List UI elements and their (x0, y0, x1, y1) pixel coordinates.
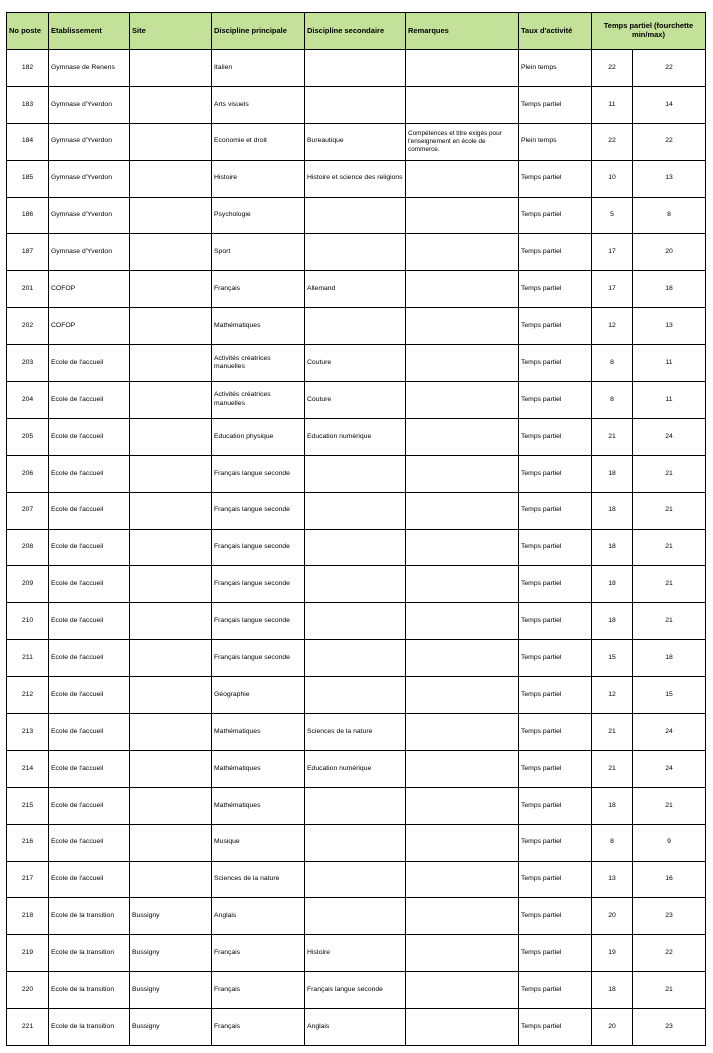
cell-temps-max: 13 (633, 160, 706, 197)
cell-discipline-secondaire (305, 603, 406, 640)
table-row (7, 603, 706, 640)
cell-discipline-principale: Anglais (212, 898, 305, 935)
cell-temps-min: 21 (592, 418, 633, 455)
cell-no-poste: 210 (7, 603, 49, 640)
job-postings-table (6, 12, 706, 1046)
cell-etablissement: Ecole de l'accueil (49, 603, 130, 640)
cell-temps-min: 21 (592, 750, 633, 787)
cell-no-poste: 216 (7, 824, 49, 861)
cell-remarques (406, 640, 519, 677)
cell-remarques (406, 861, 519, 898)
table-row (7, 714, 706, 751)
cell-taux-activite: Temps partiel (519, 566, 592, 603)
cell-remarques (406, 382, 519, 419)
table-row (7, 308, 706, 345)
cell-no-poste: 215 (7, 787, 49, 824)
table-row (7, 418, 706, 455)
header-no-poste: No poste (7, 13, 49, 50)
table-row (7, 455, 706, 492)
cell-etablissement: Ecole de la transition (49, 935, 130, 972)
cell-remarques (406, 566, 519, 603)
table-row (7, 492, 706, 529)
cell-taux-activite: Temps partiel (519, 935, 592, 972)
cell-temps-min: 10 (592, 160, 633, 197)
cell-taux-activite: Temps partiel (519, 308, 592, 345)
cell-discipline-principale: Français langue seconde (212, 529, 305, 566)
cell-temps-max: 22 (633, 123, 706, 160)
cell-temps-min: 18 (592, 492, 633, 529)
cell-discipline-secondaire: Sciences de la nature (305, 714, 406, 751)
cell-taux-activite: Temps partiel (519, 160, 592, 197)
cell-temps-min: 15 (592, 640, 633, 677)
cell-etablissement: Ecole de l'accueil (49, 345, 130, 382)
cell-no-poste: 205 (7, 418, 49, 455)
cell-taux-activite: Temps partiel (519, 271, 592, 308)
header-site: Site (130, 13, 212, 50)
cell-temps-min: 8 (592, 824, 633, 861)
cell-no-poste: 220 (7, 972, 49, 1009)
cell-taux-activite: Plein temps (519, 50, 592, 87)
cell-etablissement: Ecole de l'accueil (49, 492, 130, 529)
table-body (7, 50, 706, 1046)
cell-no-poste: 202 (7, 308, 49, 345)
cell-discipline-secondaire (305, 86, 406, 123)
cell-discipline-secondaire: Couture (305, 345, 406, 382)
cell-discipline-principale: Arts visuels (212, 86, 305, 123)
cell-taux-activite: Temps partiel (519, 750, 592, 787)
table-row (7, 640, 706, 677)
cell-discipline-principale: Mathématiques (212, 750, 305, 787)
cell-taux-activite: Plein temps (519, 123, 592, 160)
cell-temps-min: 11 (592, 86, 633, 123)
cell-discipline-secondaire (305, 640, 406, 677)
cell-remarques (406, 345, 519, 382)
cell-discipline-secondaire: Couture (305, 382, 406, 419)
cell-temps-min: 12 (592, 677, 633, 714)
cell-discipline-principale: Education physique (212, 418, 305, 455)
cell-discipline-secondaire (305, 50, 406, 87)
cell-remarques (406, 234, 519, 271)
cell-temps-max: 23 (633, 898, 706, 935)
cell-temps-max: 15 (633, 677, 706, 714)
cell-temps-max: 21 (633, 455, 706, 492)
table-row (7, 123, 706, 160)
cell-no-poste: 201 (7, 271, 49, 308)
cell-site (130, 640, 212, 677)
table-row (7, 234, 706, 271)
cell-remarques (406, 197, 519, 234)
cell-discipline-principale: Français (212, 935, 305, 972)
cell-temps-max: 11 (633, 345, 706, 382)
cell-remarques (406, 418, 519, 455)
cell-etablissement: Ecole de l'accueil (49, 787, 130, 824)
cell-site (130, 714, 212, 751)
cell-site (130, 197, 212, 234)
table-row (7, 345, 706, 382)
cell-no-poste: 186 (7, 197, 49, 234)
cell-temps-max: 23 (633, 1009, 706, 1046)
cell-no-poste: 218 (7, 898, 49, 935)
cell-no-poste: 187 (7, 234, 49, 271)
cell-taux-activite: Temps partiel (519, 382, 592, 419)
cell-discipline-secondaire (305, 529, 406, 566)
cell-remarques (406, 898, 519, 935)
cell-no-poste: 217 (7, 861, 49, 898)
table-row (7, 1009, 706, 1046)
cell-discipline-principale: Activités créatrices manuelles (212, 382, 305, 419)
cell-discipline-principale: Mathématiques (212, 787, 305, 824)
cell-temps-max: 11 (633, 382, 706, 419)
cell-discipline-secondaire (305, 308, 406, 345)
cell-remarques (406, 935, 519, 972)
cell-temps-max: 20 (633, 234, 706, 271)
cell-discipline-principale: Sciences de la nature (212, 861, 305, 898)
cell-discipline-principale: Italien (212, 50, 305, 87)
cell-temps-max: 21 (633, 603, 706, 640)
cell-temps-min: 19 (592, 935, 633, 972)
cell-no-poste: 203 (7, 345, 49, 382)
cell-etablissement: Ecole de l'accueil (49, 455, 130, 492)
cell-site (130, 418, 212, 455)
cell-discipline-principale: Français (212, 271, 305, 308)
cell-discipline-secondaire (305, 677, 406, 714)
cell-discipline-principale: Français langue seconde (212, 492, 305, 529)
cell-temps-max: 21 (633, 492, 706, 529)
cell-temps-min: 22 (592, 123, 633, 160)
cell-temps-max: 18 (633, 271, 706, 308)
cell-temps-max: 21 (633, 529, 706, 566)
cell-temps-min: 18 (592, 787, 633, 824)
cell-remarques (406, 455, 519, 492)
cell-remarques (406, 972, 519, 1009)
cell-etablissement: Ecole de l'accueil (49, 750, 130, 787)
cell-temps-max: 22 (633, 50, 706, 87)
cell-taux-activite: Temps partiel (519, 787, 592, 824)
table-row (7, 898, 706, 935)
job-postings-sheet (6, 12, 706, 1046)
cell-etablissement: Gymnase de Renens (49, 50, 130, 87)
cell-site (130, 345, 212, 382)
cell-discipline-secondaire (305, 492, 406, 529)
cell-temps-min: 5 (592, 197, 633, 234)
cell-no-poste: 204 (7, 382, 49, 419)
cell-temps-min: 22 (592, 50, 633, 87)
cell-discipline-secondaire (305, 824, 406, 861)
table-row (7, 86, 706, 123)
cell-discipline-secondaire (305, 455, 406, 492)
header-discipline-secondaire: Discipline secondaire (305, 13, 406, 50)
cell-remarques: Compétences et titre exigés pour l'enseignement en école de commerce. (406, 123, 519, 160)
cell-discipline-principale: Géographie (212, 677, 305, 714)
cell-site (130, 824, 212, 861)
table-row (7, 824, 706, 861)
table-row (7, 935, 706, 972)
cell-temps-min: 18 (592, 566, 633, 603)
cell-discipline-principale: Mathématiques (212, 714, 305, 751)
cell-remarques (406, 677, 519, 714)
cell-taux-activite: Temps partiel (519, 1009, 592, 1046)
cell-site: Bussigny (130, 1009, 212, 1046)
cell-temps-min: 18 (592, 972, 633, 1009)
cell-taux-activite: Temps partiel (519, 972, 592, 1009)
cell-discipline-secondaire: Education numérique (305, 418, 406, 455)
cell-discipline-principale: Musique (212, 824, 305, 861)
cell-etablissement: Ecole de l'accueil (49, 824, 130, 861)
cell-temps-min: 8 (592, 345, 633, 382)
header-remarques: Remarques (406, 13, 519, 50)
cell-discipline-secondaire: Allemand (305, 271, 406, 308)
table-row (7, 750, 706, 787)
cell-taux-activite: Temps partiel (519, 197, 592, 234)
cell-temps-max: 8 (633, 197, 706, 234)
cell-temps-max: 9 (633, 824, 706, 861)
cell-no-poste: 185 (7, 160, 49, 197)
header-etablissement: Etablissement (49, 13, 130, 50)
cell-discipline-secondaire: Education numérique (305, 750, 406, 787)
table-row (7, 677, 706, 714)
cell-discipline-secondaire: Histoire (305, 935, 406, 972)
cell-no-poste: 213 (7, 714, 49, 751)
cell-remarques (406, 50, 519, 87)
header-temps-partiel: Temps partiel (fourchette min/max) (592, 13, 706, 50)
cell-temps-min: 8 (592, 382, 633, 419)
cell-no-poste: 221 (7, 1009, 49, 1046)
cell-discipline-secondaire: Bureautique (305, 123, 406, 160)
cell-temps-max: 21 (633, 566, 706, 603)
cell-no-poste: 212 (7, 677, 49, 714)
cell-taux-activite: Temps partiel (519, 603, 592, 640)
cell-discipline-principale: Français (212, 972, 305, 1009)
cell-discipline-principale: Histoire (212, 160, 305, 197)
cell-no-poste: 219 (7, 935, 49, 972)
cell-discipline-secondaire (305, 861, 406, 898)
cell-etablissement: Gymnase d'Yverdon (49, 160, 130, 197)
header-taux-activite: Taux d'activité (519, 13, 592, 50)
header-discipline-principale: Discipline principale (212, 13, 305, 50)
cell-remarques (406, 1009, 519, 1046)
table-row (7, 271, 706, 308)
header-row (7, 13, 706, 50)
cell-temps-max: 24 (633, 714, 706, 751)
cell-etablissement: COFOP (49, 308, 130, 345)
cell-discipline-principale: Economie et droit (212, 123, 305, 160)
cell-site (130, 123, 212, 160)
cell-site (130, 750, 212, 787)
cell-etablissement: Ecole de l'accueil (49, 640, 130, 677)
cell-remarques (406, 603, 519, 640)
cell-temps-max: 24 (633, 750, 706, 787)
cell-etablissement: Ecole de l'accueil (49, 677, 130, 714)
cell-etablissement: Gymnase d'Yverdon (49, 197, 130, 234)
cell-temps-min: 12 (592, 308, 633, 345)
cell-temps-min: 20 (592, 1009, 633, 1046)
table-row (7, 160, 706, 197)
cell-temps-min: 18 (592, 529, 633, 566)
cell-no-poste: 208 (7, 529, 49, 566)
cell-site (130, 603, 212, 640)
cell-etablissement: Ecole de l'accueil (49, 418, 130, 455)
cell-remarques (406, 86, 519, 123)
cell-temps-max: 21 (633, 787, 706, 824)
cell-site: Bussigny (130, 972, 212, 1009)
cell-etablissement: Ecole de la transition (49, 898, 130, 935)
cell-no-poste: 209 (7, 566, 49, 603)
cell-temps-min: 21 (592, 714, 633, 751)
cell-discipline-principale: Mathématiques (212, 308, 305, 345)
cell-site (130, 160, 212, 197)
table-row (7, 861, 706, 898)
cell-remarques (406, 750, 519, 787)
cell-discipline-secondaire (305, 787, 406, 824)
cell-site (130, 271, 212, 308)
cell-taux-activite: Temps partiel (519, 640, 592, 677)
cell-etablissement: Ecole de l'accueil (49, 714, 130, 751)
cell-temps-min: 18 (592, 603, 633, 640)
cell-discipline-principale: Psychologie (212, 197, 305, 234)
cell-taux-activite: Temps partiel (519, 418, 592, 455)
cell-discipline-secondaire: Français langue seconde (305, 972, 406, 1009)
cell-temps-max: 13 (633, 308, 706, 345)
cell-remarques (406, 160, 519, 197)
cell-discipline-principale: Activités créatrices manuelles (212, 345, 305, 382)
cell-taux-activite: Temps partiel (519, 714, 592, 751)
cell-remarques (406, 492, 519, 529)
cell-site (130, 382, 212, 419)
cell-discipline-principale: Français langue seconde (212, 455, 305, 492)
cell-temps-min: 17 (592, 234, 633, 271)
cell-remarques (406, 271, 519, 308)
cell-no-poste: 182 (7, 50, 49, 87)
cell-site: Bussigny (130, 935, 212, 972)
cell-discipline-secondaire: Histoire et science des religions (305, 160, 406, 197)
cell-no-poste: 184 (7, 123, 49, 160)
cell-no-poste: 183 (7, 86, 49, 123)
table-row (7, 529, 706, 566)
cell-remarques (406, 308, 519, 345)
cell-site (130, 234, 212, 271)
cell-site: Bussigny (130, 898, 212, 935)
cell-etablissement: Ecole de la transition (49, 972, 130, 1009)
cell-remarques (406, 529, 519, 566)
table-row (7, 50, 706, 87)
cell-taux-activite: Temps partiel (519, 677, 592, 714)
cell-taux-activite: Temps partiel (519, 529, 592, 566)
cell-temps-max: 14 (633, 86, 706, 123)
cell-temps-min: 13 (592, 861, 633, 898)
cell-taux-activite: Temps partiel (519, 86, 592, 123)
cell-taux-activite: Temps partiel (519, 898, 592, 935)
cell-site (130, 529, 212, 566)
cell-remarques (406, 787, 519, 824)
cell-temps-min: 20 (592, 898, 633, 935)
cell-discipline-secondaire (305, 566, 406, 603)
cell-etablissement: Ecole de l'accueil (49, 382, 130, 419)
cell-taux-activite: Temps partiel (519, 455, 592, 492)
cell-site (130, 455, 212, 492)
cell-no-poste: 211 (7, 640, 49, 677)
cell-taux-activite: Temps partiel (519, 861, 592, 898)
table-row (7, 382, 706, 419)
cell-temps-max: 21 (633, 972, 706, 1009)
cell-remarques (406, 824, 519, 861)
cell-no-poste: 207 (7, 492, 49, 529)
cell-discipline-secondaire (305, 197, 406, 234)
cell-site (130, 50, 212, 87)
cell-taux-activite: Temps partiel (519, 345, 592, 382)
cell-remarques (406, 714, 519, 751)
cell-temps-max: 16 (633, 861, 706, 898)
table-row (7, 566, 706, 603)
cell-taux-activite: Temps partiel (519, 824, 592, 861)
cell-taux-activite: Temps partiel (519, 234, 592, 271)
cell-etablissement: Gymnase d'Yverdon (49, 86, 130, 123)
cell-no-poste: 214 (7, 750, 49, 787)
cell-discipline-principale: Français langue seconde (212, 640, 305, 677)
cell-etablissement: Ecole de l'accueil (49, 566, 130, 603)
cell-discipline-secondaire (305, 234, 406, 271)
cell-temps-min: 18 (592, 455, 633, 492)
cell-discipline-principale: Français langue seconde (212, 603, 305, 640)
cell-discipline-secondaire (305, 898, 406, 935)
cell-temps-max: 22 (633, 935, 706, 972)
cell-temps-max: 24 (633, 418, 706, 455)
cell-site (130, 861, 212, 898)
cell-temps-max: 18 (633, 640, 706, 677)
cell-discipline-secondaire: Anglais (305, 1009, 406, 1046)
cell-site (130, 566, 212, 603)
cell-no-poste: 206 (7, 455, 49, 492)
cell-discipline-principale: Français (212, 1009, 305, 1046)
cell-discipline-principale: Français langue seconde (212, 566, 305, 603)
cell-temps-min: 17 (592, 271, 633, 308)
cell-etablissement: Gymnase d'Yverdon (49, 234, 130, 271)
table-row (7, 972, 706, 1009)
cell-site (130, 492, 212, 529)
cell-etablissement: COFOP (49, 271, 130, 308)
cell-etablissement: Ecole de l'accueil (49, 529, 130, 566)
cell-etablissement: Ecole de la transition (49, 1009, 130, 1046)
cell-taux-activite: Temps partiel (519, 492, 592, 529)
table-row (7, 197, 706, 234)
cell-site (130, 86, 212, 123)
cell-site (130, 677, 212, 714)
cell-etablissement: Gymnase d'Yverdon (49, 123, 130, 160)
table-row (7, 787, 706, 824)
cell-site (130, 308, 212, 345)
cell-etablissement: Ecole de l'accueil (49, 861, 130, 898)
cell-site (130, 787, 212, 824)
cell-discipline-principale: Sport (212, 234, 305, 271)
